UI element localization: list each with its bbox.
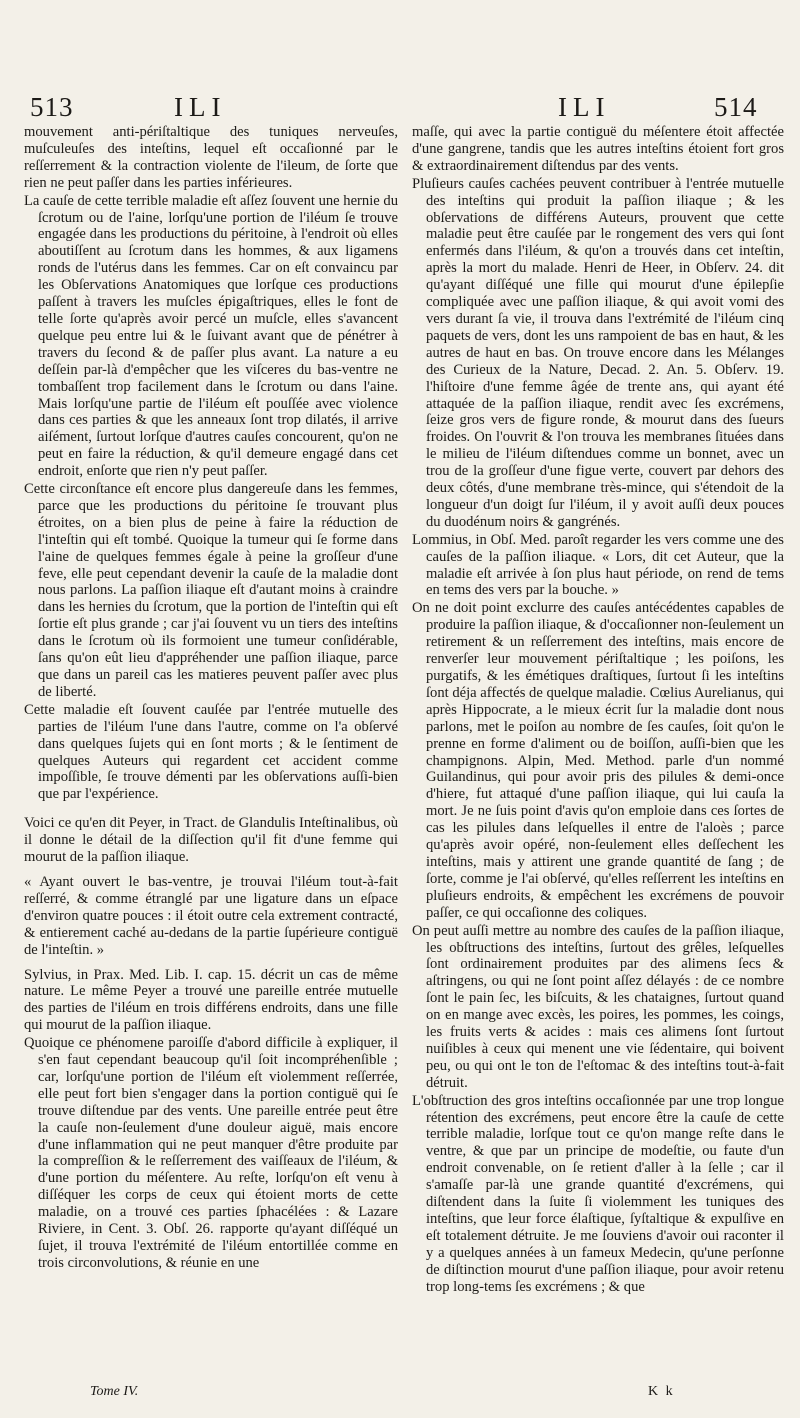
volume-signature: Tome IV. [90, 1384, 139, 1399]
paragraph: On peut auſſi mettre au nombre des cauſes de la paſſion iliaque, les obſtructions des inteſtins, ſurtout des grêles, leſquelles ſont ordinairement produites par des alimens ſecs & aſtringens, ou qui ne ſont point aſſez délayés : de ce nombre ſont le pain ſec, les biſcuits, & les chataignes, ſurtout quand on en mange avec excès, les poires, les pommes, les coings, les fruits verts & acides : mais ces alimens ſont ſurtout nuiſibles à ceux qui menent une vie ſédentaire, qui boivent peu, ou qui ont le ton de l'eſtomac & des inteſtins tout-à-fait détruit. [412, 922, 784, 1091]
paragraph: Cette maladie eſt ſouvent cauſée par l'entrée mutuelle des parties de l'iléum l'une dans l'autre, comme on l'a obſervé dans quelques ſujets qui en ſont morts ; & le ſentiment de quelques Auteurs qui regardent cet accident comme impoſſible, ſe trouve démenti par les obſervations auſſi-bien que par l'expérience. [24, 701, 398, 803]
right-column [412, 124, 784, 1297]
running-head-left: ILI [174, 92, 227, 122]
gathering-signature: K k [648, 1384, 675, 1399]
paragraph: maſſe, qui avec la partie contiguë du méſentere étoit affectée d'une gangrene, tandis que les autres inteſtins étoient fort gros & extraordinairement diſtendus par des vents. [412, 124, 784, 174]
paragraph: Quoique ce phénomene paroiſſe d'abord difficile à expliquer, il s'en faut cependant beaucoup qu'il ſoit incompréhenſible ; car, lorſqu'une portion de l'iléum eſt violemment reſſerrée, elle peut fort bien s'engager dans la portion contiguë qui ſe trouve diſtendue par des vents. Une pareille entrée peut être la cauſe non-ſeulement d'une douleur aiguë, mais encore d'une inflammation qui ne peut manquer d'être produite par la compreſſion & le reſſerrement des vaiſſeaux de l'iléum, & d'une portion du méſentere. Au reſte, lorſqu'on eſt venu à diſſéquer les corps de ceux qui étoient morts de cette maladie, on a trouvé ces parties ſphacélées : & Lazare Riviere, in Cent. 3. Obſ. 26. rapporte qu'ayant diſſéqué un ſujet, il trouva l'extrémité de l'iléum entortillée comme en trois circonvolutions, & réunie en une [24, 1035, 398, 1271]
paragraph: mouvement anti-périſtaltique des tuniques nerveuſes, muſculeuſes des inteſtins, lequel eſt occaſionné par le reſſerrement & la contraction violente de l'ileum, de ſorte que rien ne peut paſſer dans les parties inférieures. [24, 124, 398, 191]
paragraph: On ne doit point exclurre des cauſes antécédentes capables de produire la paſſion iliaque, & d'occaſionner non-ſeulement un retirement & un reſſerrement des inteſtins, mais encore de renverſer leur mouvement périſtaltique ; les poiſons, les purgatifs, & les émétiques draſtiques, ſurtout ſi les inteſtins ſont déja affectés de quelque maladie. Cœlius Aurelianus, qui après Hippocrate, a le mieux écrit ſur la maladie dont nous parlons, met le poiſon au nombre de ſes cauſes, ſoit qu'on le prenne en forme d'aliment ou de boiſſon, auſſi-bien que les champignons. Alpin, Med. Method. parle d'un nommé Guilandinus, qui pour avoir pris des pilules & demi-once d'hiere, fut attaqué d'une paſſion iliaque, qui lui cauſa la mort. Je ne ſuis point d'avis qu'on emploie dans ces ſortes de cas les pilules dans leſquelles il entre de l'aloès ; parce qu'après avoir opéré, non-ſeulement elles deſſechent les inteſtins, mais y attirent une grande quantité de ſang ; de ſorte, comme je l'ai obſervé, qu'elles reſſerrent les inteſtins en pluſieurs endroits, & empêchent les excrémens de pouvoir paſſer, ce qui occaſionne des coliques. [412, 600, 784, 921]
running-head-right: ILI [558, 92, 611, 122]
paragraph: L'obſtruction des gros inteſtins occaſionnée par une trop longue rétention des excrémens, peut encore être la cauſe de cette terrible maladie, lorſque tout ce qu'on mange reſte dans le ventre, & que par un principe de modeſtie, ou faute d'un endroit convenable, on ſe retient d'aller à la ſelle ; car il s'amaſſe par-là une grande quantité d'excrémens, qui diſtendent dans la ſuite ſi violemment les tuniques des inteſtins, que leur force élaſtique, ſyſtaltique & expulſive en eſt totalement détruite. Je me ſouviens d'avoir oui raconter il y a quelques années à un fameux Medecin, qu'une perſonne de diſtinction mourut d'une paſſion iliaque, pour avoir retenu trop long-tems ſes excrémens ; & que [412, 1092, 784, 1295]
page-number-left: 513 [30, 92, 74, 122]
left-column [24, 124, 398, 1273]
paragraph: Sylvius, in Prax. Med. Lib. I. cap. 15. décrit un cas de même nature. Le même Peyer a trouvé une pareille entrée mutuelle des parties de l'iléum en trois différens endroits, dans une fille qui mourut de la paſſion iliaque. [24, 966, 398, 1034]
page-number-right: 514 [714, 92, 758, 122]
paragraph: Cette circonſtance eſt encore plus dangereuſe dans les femmes, parce que les productions du péritoine ſe trouvant plus étroites, on a bien plus de peine à faire la réduction de l'inteſtin qui eſt tombé. Quoique la tumeur qui ſe forme dans l'aine de quelques femmes égale à peine la groſſeur d'une feve, elle peut cependant devenir la cauſe de la maladie dont nous parlons. La paſſion iliaque eſt d'autant moins à craindre dans les hernies du ſcrotum, que la portion de l'inteſtin qui eſt ſortie eſt plus grande ; car j'ai ſouvent vu un tiers des inteſtins dans le ſcrotum où ils formoient une tumeur conſidérable, ſans qu'on eût lieu d'appréhender une paſſion iliaque, parce que dans un pareil cas les matieres peuvent paſſer avec plus de liberté. [24, 481, 398, 700]
paragraph: Voici ce qu'en dit Peyer, in Tract. de Glandulis Inteſtinalibus, où il donne le détail de la diſſection qu'il fit d'une femme qui mourut de la paſſion iliaque. [24, 815, 398, 866]
quotation: « Ayant ouvert le bas-ventre, je trouvai l'iléum tout-à-fait reſſerré, & comme étranglé par une ligature dans un eſpace d'environ quatre pouces : il étoit outre cela extrement contracté, & entierement caché au-dedans de la partie ſupérieure contiguë de l'inteſtin. » [24, 873, 398, 958]
paragraph: Pluſieurs cauſes cachées peuvent contribuer à l'entrée mutuelle des inteſtins qui produit la paſſion iliaque ; & les obſervations de différens Auteurs, prouvent que cette maladie peut être cauſée par le rongement des vers qui ſont enfermés dans l'iléum, & qu'on a trouvés dans cet inteſtin, après la mort du malade. Henri de Heer, in Obſerv. 24. dit qu'ayant diſſéqué une fille qui mourut d'une épilepſie compliquée avec une paſſion iliaque, & qui avoit vomi des vers durant ſa vie, il trouva dans l'extrémité de l'iléum cinq paquets de vers, dont les uns rampoient de bas en haut, & les autres de haut en bas. On trouve encore dans les Mélanges des Curieux de la Nature, Decad. 2. An. 5. Obſerv. 19. l'hiſtoire d'une femme âgée de trente ans, qui ayant été attaquée de la paſſion iliaque, rendit avec ſes excrémens, ſeize gros vers de figure ronde, & mourut dans des ſueurs froides. On l'ouvrit & l'on trouva les membranes ſituées dans le milieu de l'iléum diſtendues comme un bonnet, avec un trou de la groſſeur d'une figue verte, couvert par dehors des deux côtés, d'une membrane très-mince, qui s'étendoit de la longueur d'un doigt ſur l'iléum, il y avoit auſſi deux pouces du duodénum noirs & gangrénés. [412, 175, 784, 530]
paragraph: Lommius, in Obſ. Med. paroît regarder les vers comme une des cauſes de la paſſion iliaque. « Lors, dit cet Auteur, que la maladie eſt arrivée à ſon plus haut période, on rend de tems en tems des vers par la bouche. » [412, 531, 784, 599]
paragraph: La cauſe de cette terrible maladie eſt aſſez ſouvent une hernie du ſcrotum ou de l'aine, lorſqu'une portion de l'iléum ſe trouve engagée dans les productions du péritoine, à l'endroit où elles aboutiſſent au ſcrotum dans les hommes, & aux ligamens ronds de l'utérus dans les femmes. Car on eſt convaincu par les Obſervations Anatomiques que lorſque ces productions paſſent à travers les muſcles épigaſtriques, elles le font de telle ſorte qu'après avoir percé un muſcle, elles s'avancent quelque peu entre lui & le ſuivant avant que de pénétrer à travers du ſecond & de paſſer plus avant. La nature a eu deſſein par-là d'empêcher que les viſceres du bas-ventre ne tombaſſent trop facilement dans le ſcrotum ou dans l'aine. Mais lorſqu'une partie de l'iléum eſt pouſſée avec violence dans ces parties & que les anneaux ſont trop dilatés, il arrive aiſément, ſurtout lorſque d'autres cauſes concourent, qu'on ne peut en faire la réduction, & qu'il demeure engagé dans cet endroit, enſorte que rien n'y peut paſſer. [24, 192, 398, 480]
